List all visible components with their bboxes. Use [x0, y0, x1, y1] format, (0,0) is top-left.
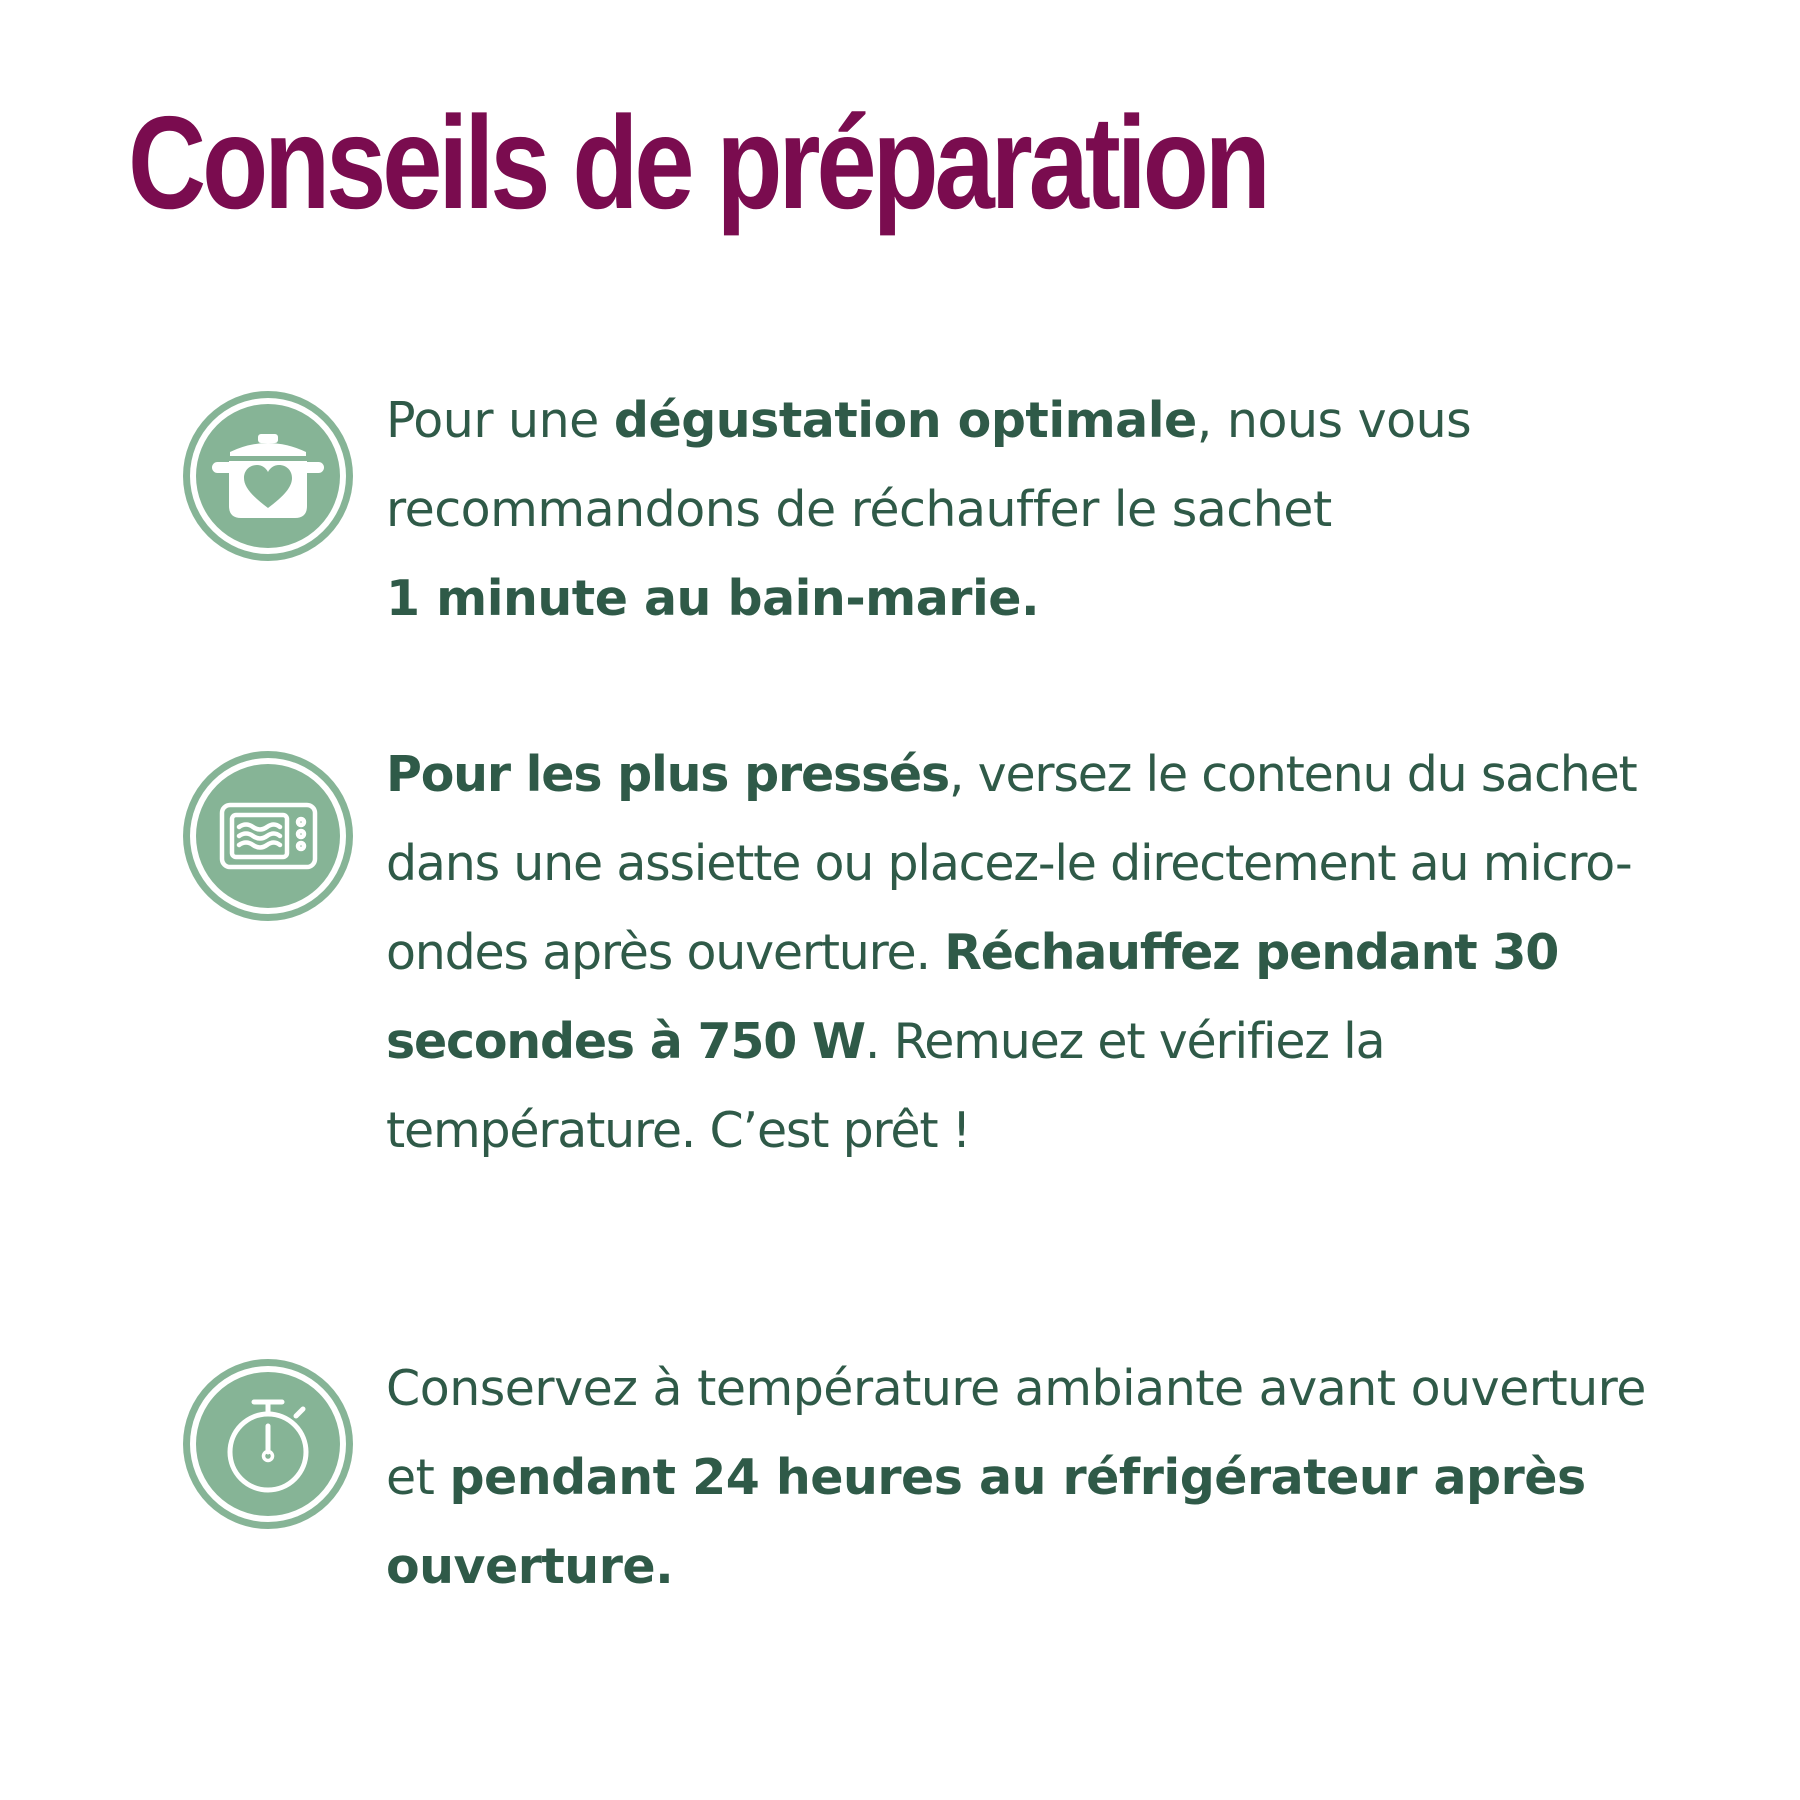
- tip-text-emphasis: Réchauffez pendant 30 secondes à 750 W: [386, 924, 1559, 1070]
- tip-text-emphasis: Pour les plus pressés: [386, 746, 949, 803]
- tip-text: [386, 376, 1676, 643]
- tip-text-segment: , versez le contenu du sachet dans une assiette ou placez-le directement au micro-ondes après ouverture.: [386, 746, 1637, 981]
- tip-text-emphasis: pendant 24 heures au réfrigérateur après ouverture.: [386, 1449, 1586, 1595]
- tip-text-emphasis: dégustation optimale: [613, 392, 1197, 449]
- tip-text-segment: Pour une: [386, 392, 614, 449]
- tip-text-segment: , nous vous recommandons de réchauffer le sachet: [386, 392, 1472, 538]
- page-title: Conseils de préparation: [128, 89, 1267, 236]
- tip-text-emphasis: 1 minute au bain-marie.: [386, 570, 1040, 627]
- tip-text: [386, 1344, 1676, 1611]
- tip-text-segment: Conservez à température ambiante avant ouverture et: [386, 1360, 1646, 1506]
- stopwatch-icon: [182, 1358, 354, 1530]
- tip-text-segment: . Remuez et vérifiez la température. C’est prêt !: [386, 1013, 1385, 1159]
- cooking-pot-heart-icon: [182, 390, 354, 562]
- tip-text: [386, 730, 1676, 1175]
- microwave-icon: [182, 750, 354, 922]
